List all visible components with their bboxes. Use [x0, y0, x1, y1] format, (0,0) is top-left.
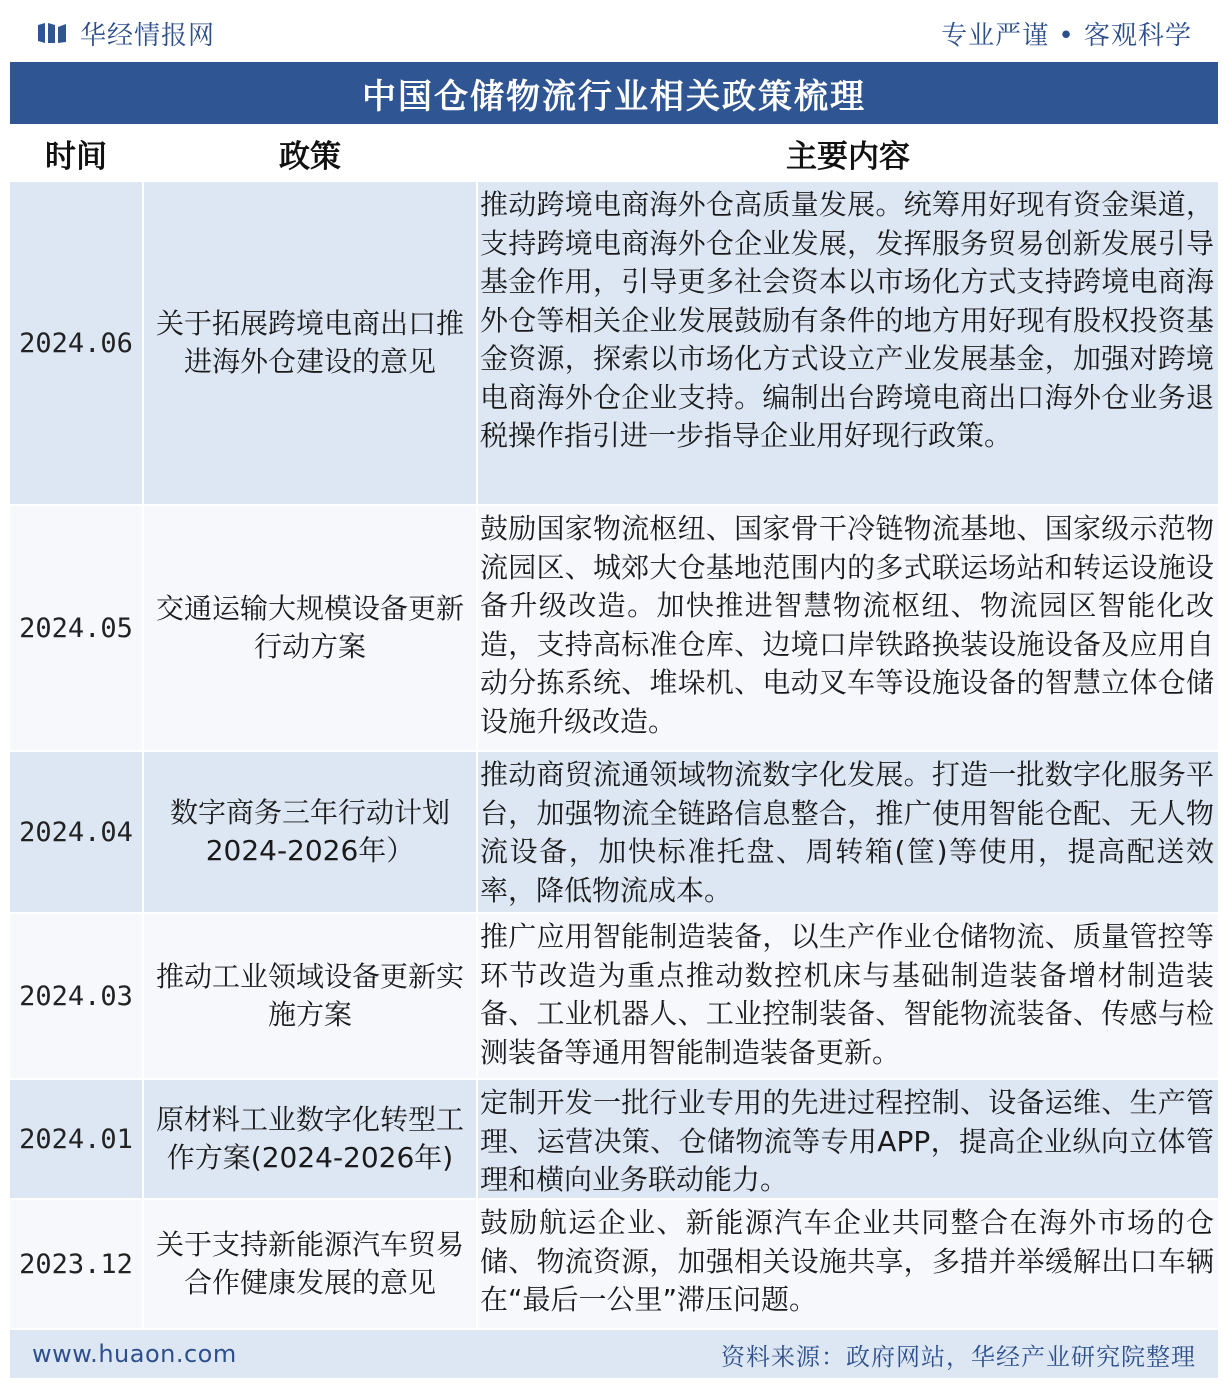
row-content: 推广应用智能制造装备，以生产作业仓储物流、质量管控等环节改造为重点推动数控机床与基础制造装备增材制造装备、工业机器人、工业控制装备、智能物流装备、传感与检测装备等通用智能制造装备更新。: [478, 914, 1218, 1078]
row-date: 2024.01: [10, 1080, 142, 1198]
row-content: 推动商贸流通领域物流数字化发展。打造一批数字化服务平台，加强物流全链路信息整合，推广使用智能仓配、无人物流设备，加快标准托盘、周转箱(筐)等使用，提高配送效率，降低物流成本。: [478, 752, 1218, 912]
source-note: 资料来源：政府网站，华经产业研究院整理: [721, 1342, 1196, 1371]
table-row: [10, 752, 1218, 912]
row-content: 鼓励航运企业、新能源汽车企业共同整合在海外市场的仓储、物流资源，加强相关设施共享，多措并举缓解出口车辆在“最后一公里”滞压问题。: [478, 1200, 1218, 1328]
row-content: 定制开发一批行业专用的先进过程控制、设备运维、生产管理、运营决策、仓储物流等专用APP，提高企业纵向立体管理和横向业务联动能力。: [478, 1080, 1218, 1198]
column-header-date: 时间: [45, 138, 107, 175]
table-row: [10, 506, 1218, 750]
row-date: 2024.03: [10, 914, 142, 1078]
page-title: 中国仓储物流行业相关政策梳理: [362, 76, 866, 117]
row-date: 2024.06: [10, 182, 142, 504]
row-policy: 关于支持新能源汽车贸易合作健康发展的意见: [144, 1200, 476, 1328]
footer-bar: [10, 1330, 1218, 1378]
table-row: [10, 182, 1218, 504]
row-policy: 交通运输大规模设备更新行动方案: [144, 506, 476, 750]
brand-name: 华经情报网: [80, 20, 216, 51]
row-policy: 推动工业领域设备更新实施方案: [144, 914, 476, 1078]
row-content: 鼓励国家物流枢纽、国家骨干冷链物流基地、国家级示范物流园区、城郊大仓基地范围内的多式联运场站和转运设施设备升级改造。加快推进智慧物流枢纽、物流园区智能化改造，支持高标准仓库、边境口岸铁路换装设施设备及应用自动分拣系统、堆垛机、电动叉车等设施设备的智慧立体仓储设施升级改造。: [478, 506, 1218, 750]
row-policy: 原材料工业数字化转型工作方案(2024-2026年): [144, 1080, 476, 1198]
table-row: [10, 1200, 1218, 1328]
row-date: 2024.04: [10, 752, 142, 912]
title-bar: [10, 62, 1218, 124]
column-header-content: 主要内容: [786, 138, 910, 175]
top-bar: [10, 8, 1218, 58]
slogan: 专业严谨 • 客观科学: [941, 20, 1192, 51]
column-header-policy: 政策: [279, 138, 341, 175]
row-policy: 数字商务三年行动计划2024-2026年）: [144, 752, 476, 912]
table-row: [10, 1080, 1218, 1198]
row-content: 推动跨境电商海外仓高质量发展。统筹用好现有资金渠道，支持跨境电商海外仓企业发展，发挥服务贸易创新发展引导基金作用，引导更多社会资本以市场化方式支持跨境电商海外仓等相关企业发展鼓励有条件的地方用好现有股权投资基金资源，探索以市场化方式设立产业发展基金，加强对跨境电商海外仓企业支持。编制出台跨境电商出口海外仓业务退税操作指引进一步指导企业用好现行政策。: [478, 182, 1218, 504]
table-header: [10, 126, 1218, 180]
row-date: 2024.05: [10, 506, 142, 750]
brand-logo-icon: [36, 21, 68, 45]
row-policy: 关于拓展跨境电商出口推进海外仓建设的意见: [144, 182, 476, 504]
table-row: [10, 914, 1218, 1078]
row-date: 2023.12: [10, 1200, 142, 1328]
brand: [10, 15, 215, 52]
site-url: www.huaon.com: [32, 1340, 237, 1368]
